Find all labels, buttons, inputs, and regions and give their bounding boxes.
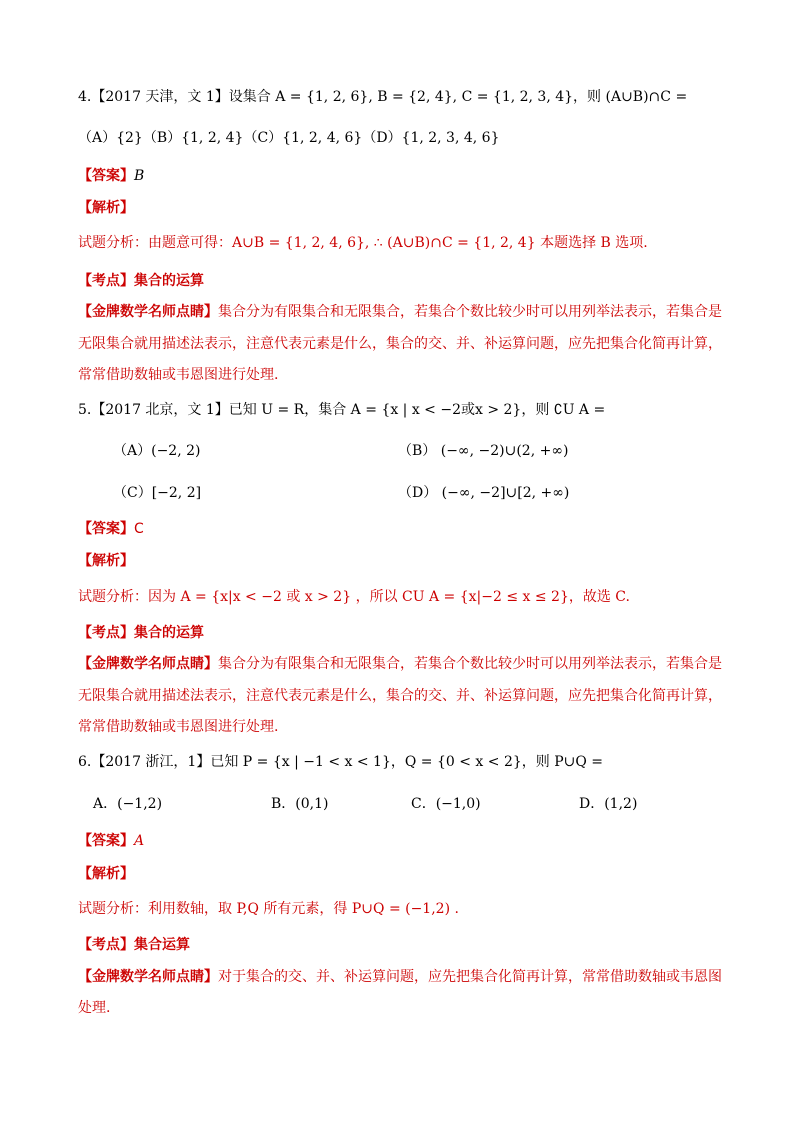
tips-label: 【金牌数学名师点睛】 <box>78 304 218 320</box>
kaodian-value: 集合的运算 <box>134 625 204 641</box>
q5-answer <box>78 519 144 539</box>
kaodian-label: 【考点】 <box>78 625 134 641</box>
q5-tips-line3: 常常借助数轴或韦恩图进行处理. <box>78 719 279 735</box>
kaodian-value: 集合运算 <box>134 937 190 953</box>
tips-text: 集合分为有限集合和无限集合，若集合个数比较少时可以用列举法表示，若集合是 <box>218 304 722 320</box>
tips-label: 【金牌数学名师点睛】 <box>78 656 218 672</box>
tips-text: 对于集合的交、并、补运算问题，应先把集合化简再计算，常常借助数轴或韦恩图 <box>218 969 722 985</box>
answer-value: B <box>134 168 145 184</box>
q5-stem: 5.【2017 北京，文 1】已知 U = R，集合 A = {x | x < −2或x > 2}，则 ∁U A = <box>78 402 606 418</box>
q5-option-a: （A）(−2, 2) <box>113 443 201 459</box>
q4-options: （A）{2}（B）{1, 2, 4}（C）{1, 2, 4, 6}（D）{1, 2, 3, 4, 6} <box>78 130 500 146</box>
q6-analysis-label: 【解析】 <box>78 866 134 882</box>
kaodian-label: 【考点】 <box>78 273 134 289</box>
answer-label: 【答案】 <box>78 833 134 849</box>
q6-kaodian <box>78 935 190 955</box>
kaodian-value: 集合的运算 <box>134 273 204 289</box>
q5-analysis-label: 【解析】 <box>78 553 134 569</box>
q5-option-d: （D） (−∞, −2]∪[2, +∞) <box>398 485 570 501</box>
q4-kaodian <box>78 271 204 291</box>
q4-tips-line2: 无限集合就用描述法表示，注意代表元素是什么，集合的交、并、补运算问题，应先把集合化简再计算， <box>78 336 722 352</box>
q6-option-c: C．(−1,0) <box>411 796 481 812</box>
q5-tips-line1 <box>78 654 722 674</box>
q6-tips-line1 <box>78 967 722 987</box>
kaodian-label: 【考点】 <box>78 937 134 953</box>
answer-value: C <box>134 521 144 537</box>
q6-option-d: D．(1,2) <box>579 796 638 812</box>
q6-stem: 6.【2017 浙江，1】已知 P = {x | −1 < x < 1}，Q = {0 < x < 2}，则 P∪Q = <box>78 754 604 770</box>
q5-option-c: （C）[−2, 2] <box>113 485 202 501</box>
q4-analysis-label: 【解析】 <box>78 200 134 216</box>
q5-option-b: （B） (−∞, −2)∪(2, +∞) <box>398 443 569 459</box>
q6-answer <box>78 831 144 851</box>
answer-label: 【答案】 <box>78 521 134 537</box>
q4-tips-line3: 常常借助数轴或韦恩图进行处理. <box>78 367 279 383</box>
answer-label: 【答案】 <box>78 168 134 184</box>
q6-tips-line2: 处理. <box>78 1000 111 1016</box>
q5-tips-line2: 无限集合就用描述法表示，注意代表元素是什么，集合的交、并、补运算问题，应先把集合化简再计算， <box>78 688 722 704</box>
answer-value: A <box>134 833 145 849</box>
q6-option-a: A．(−1,2) <box>93 796 163 812</box>
q4-stem: 4.【2017 天津，文 1】设集合 A = {1, 2, 6}, B = {2, 4}, C = {1, 2, 3, 4}，则 (A∪B)∩C = <box>78 89 688 105</box>
q6-analysis-text: 试题分析：利用数轴，取 P,Q 所有元素，得 P∪Q = (−1,2) . <box>78 901 459 917</box>
tips-label: 【金牌数学名师点睛】 <box>78 969 218 985</box>
q4-answer <box>78 166 144 186</box>
q4-tips-line1 <box>78 302 722 322</box>
q4-analysis-text: 试题分析：由题意可得：A∪B = {1, 2, 4, 6}, ∴ (A∪B)∩C = {1, 2, 4} 本题选择 B 选项. <box>78 235 648 251</box>
tips-text: 集合分为有限集合和无限集合，若集合个数比较少时可以用列举法表示，若集合是 <box>218 656 722 672</box>
q5-analysis-text: 试题分析：因为 A = {x|x < −2 或 x > 2} ，所以 CU A = {x|−2 ≤ x ≤ 2}，故选 C. <box>78 589 630 605</box>
q6-option-b: B．(0,1) <box>271 796 329 812</box>
q5-kaodian <box>78 623 204 643</box>
